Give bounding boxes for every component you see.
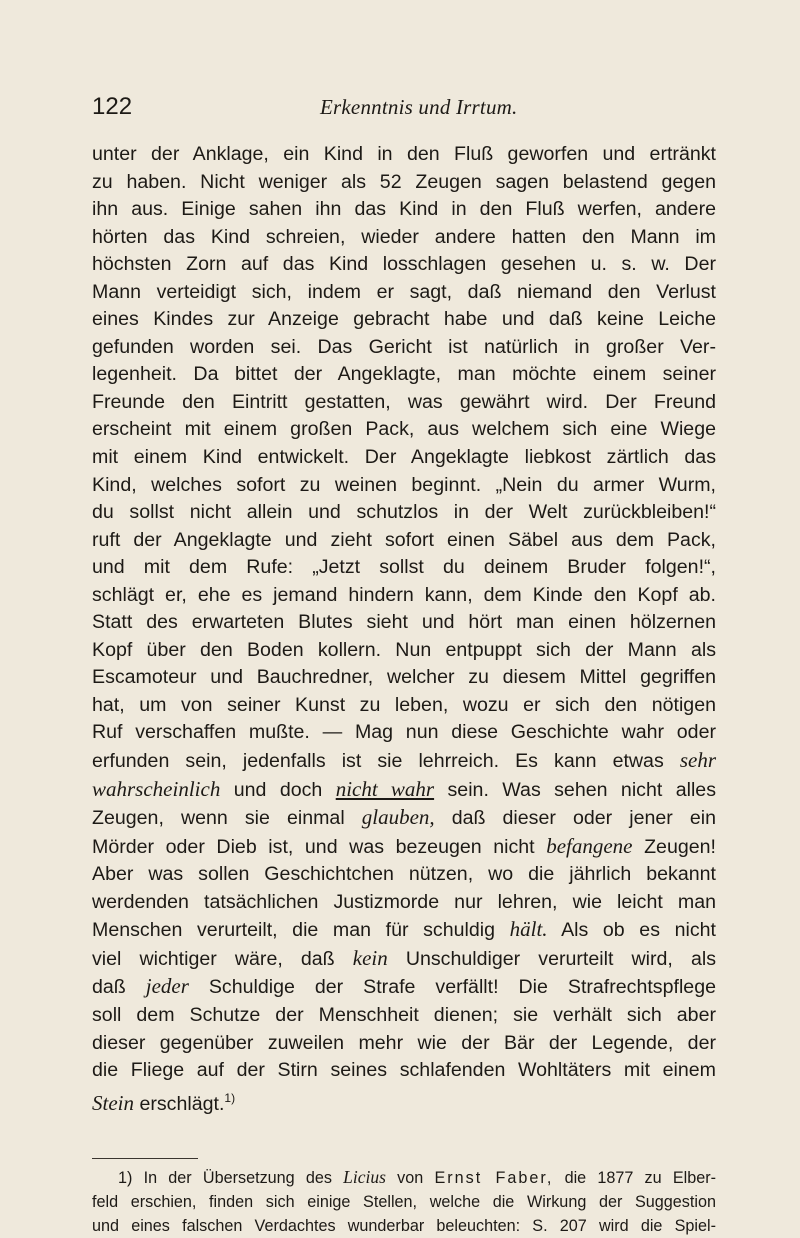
footnote-reference: 1): [224, 1090, 236, 1105]
text-line: [92, 973, 716, 1002]
text-line: ihn aus. Einige sahen ihn das Kind in den Fluß werfen, andere: [92, 198, 716, 221]
text-segment: daß dieser oder jener ein: [451, 807, 716, 830]
text-line: eines Kindes zur Anzeige gebracht habe und daß keine Leiche: [92, 308, 716, 331]
text-segment: Zeugen, wenn sie einmal: [92, 807, 345, 830]
text-segment: Menschen verurteilt, die man für schuldig: [92, 919, 496, 942]
text-line: [92, 945, 716, 974]
emphasis: sehr: [679, 748, 716, 773]
text-line: hat, um von seiner Kunst zu leben, wozu er sich den nötigen: [92, 693, 716, 716]
text-line: und mit dem Rufe: „Jetzt sollst du deinem Bruder folgen!“,: [92, 556, 716, 579]
text-line: [92, 804, 716, 833]
text-segment: erschlägt.: [139, 1092, 225, 1115]
text-segment: In der Übersetzung des: [143, 1169, 332, 1187]
text-segment: und doch: [233, 778, 323, 801]
text-segment: Mörder oder Dieb ist, und was bezeugen nicht: [92, 835, 535, 858]
page-number: 122: [92, 93, 133, 120]
text-line: [92, 916, 716, 945]
running-title: Erkenntnis und Irrtum.: [320, 95, 518, 119]
text-segment: Schuldige der Strafe verfällt! Die Strafrechtspflege: [208, 976, 716, 999]
author-name: Ernst Faber,: [434, 1169, 554, 1187]
text-line: [92, 833, 716, 862]
emphasis: jeder: [145, 974, 189, 999]
footnote-line: [92, 1165, 716, 1190]
text-line: mit einem Kind entwickelt. Der Angeklagte liebkost zärtlich das: [92, 446, 716, 469]
text-segment: Als ob es nicht: [561, 919, 716, 942]
footnote-divider: [92, 1158, 198, 1159]
text-segment: Zeugen!: [644, 835, 716, 858]
body-text: [92, 141, 716, 1118]
text-line: gefunden worden sei. Das Gericht ist natürlich in großer Ver-: [92, 335, 716, 358]
text-line: dieser gegenüber zuweilen mehr wie der Bär der Legende, der: [92, 1031, 716, 1054]
footnote-line: und eines falschen Verdachtes wunderbar beleuchten: S. 207 wird die Spiel-: [92, 1217, 716, 1235]
text-line: ruft der Angeklagte und zieht sofort einen Säbel aus dem Pack,: [92, 528, 716, 551]
emphasis: glauben,: [361, 805, 435, 830]
text-line: Kind, welches sofort zu weinen beginnt. „Nein du armer Wurm,: [92, 473, 716, 496]
text-line: soll dem Schutze der Menschheit dienen; sie verhält sich aber: [92, 1003, 716, 1026]
text-line: Kopf über den Boden kollern. Nun entpuppt sich der Mann als: [92, 638, 716, 661]
emphasis: kein: [352, 945, 388, 970]
text-line: legenheit. Da bittet der Angeklagte, man möchte einem seiner: [92, 363, 716, 386]
emphasis: Stein: [92, 1090, 134, 1115]
footnote: [92, 1165, 716, 1238]
footnote-marker: 1): [118, 1169, 133, 1187]
emphasis: wahrscheinlich: [92, 776, 221, 801]
text-line: [92, 1085, 716, 1119]
text-segment: sein. Was sehen nicht alles: [447, 778, 716, 801]
text-line: hörten das Kind schreien, wieder andere hatten den Mann im: [92, 225, 716, 248]
text-line: [92, 747, 716, 776]
emphasis: befangene: [546, 833, 633, 858]
emphasis: hält.: [509, 917, 548, 942]
text-segment: erfunden sein, jedenfalls ist sie lehrreich. Es kann etwas: [92, 750, 664, 773]
text-segment: viel wichtiger wäre, daß: [92, 947, 335, 970]
page-header: [92, 93, 712, 127]
text-line: höchsten Zorn auf das Kind losschlagen gesehen u. s. w. Der: [92, 253, 716, 276]
text-line: Freunde den Eintritt gestatten, was gewährt wird. Der Freund: [92, 390, 716, 413]
text-line: Statt des erwarteten Blutes sieht und hört man einen hölzernen: [92, 611, 716, 634]
text-segment: Unschuldiger verurteilt wird, als: [405, 947, 716, 970]
text-line: Mann verteidigt sich, indem er sagt, daß niemand den Verlust: [92, 280, 716, 303]
text-line: die Fliege auf der Stirn seines schlafenden Wohltäters mit einem: [92, 1059, 716, 1082]
text-segment: von: [397, 1169, 424, 1187]
text-line: werdenden tatsächlichen Justizmorde nur lehren, wie leicht man: [92, 890, 716, 913]
text-line: schlägt er, ehe es jemand hindern kann, dem Kinde den Kopf ab.: [92, 583, 716, 606]
text-segment: die 1877 zu Elber-: [564, 1169, 717, 1187]
text-line: erscheint mit einem großen Pack, aus welchem sich eine Wiege: [92, 418, 716, 441]
emphasis: Licius: [343, 1167, 386, 1187]
text-line: Ruf verschaffen mußte. — Mag nun diese Geschichte wahr oder: [92, 721, 716, 744]
text-line: unter der Anklage, ein Kind in den Fluß geworfen und ertränkt: [92, 143, 716, 165]
text-line: zu haben. Nicht weniger als 52 Zeugen sagen belastend gegen: [92, 170, 716, 193]
footnote-line: feld erschien, finden sich einige Stellen, welche die Wirkung der Suggestion: [92, 1193, 716, 1211]
text-line: du sollst nicht allein und schutzlos in der Welt zurückbleiben!“: [92, 501, 716, 524]
text-line: Aber was sollen Geschichtchen nützen, wo die jährlich bekannt: [92, 863, 716, 886]
emphasis: nicht wahr: [335, 776, 435, 801]
text-segment: daß: [92, 976, 126, 999]
text-line: Escamoteur und Bauchredner, welcher zu diesem Mittel gegriffen: [92, 666, 716, 689]
text-line: [92, 776, 716, 805]
